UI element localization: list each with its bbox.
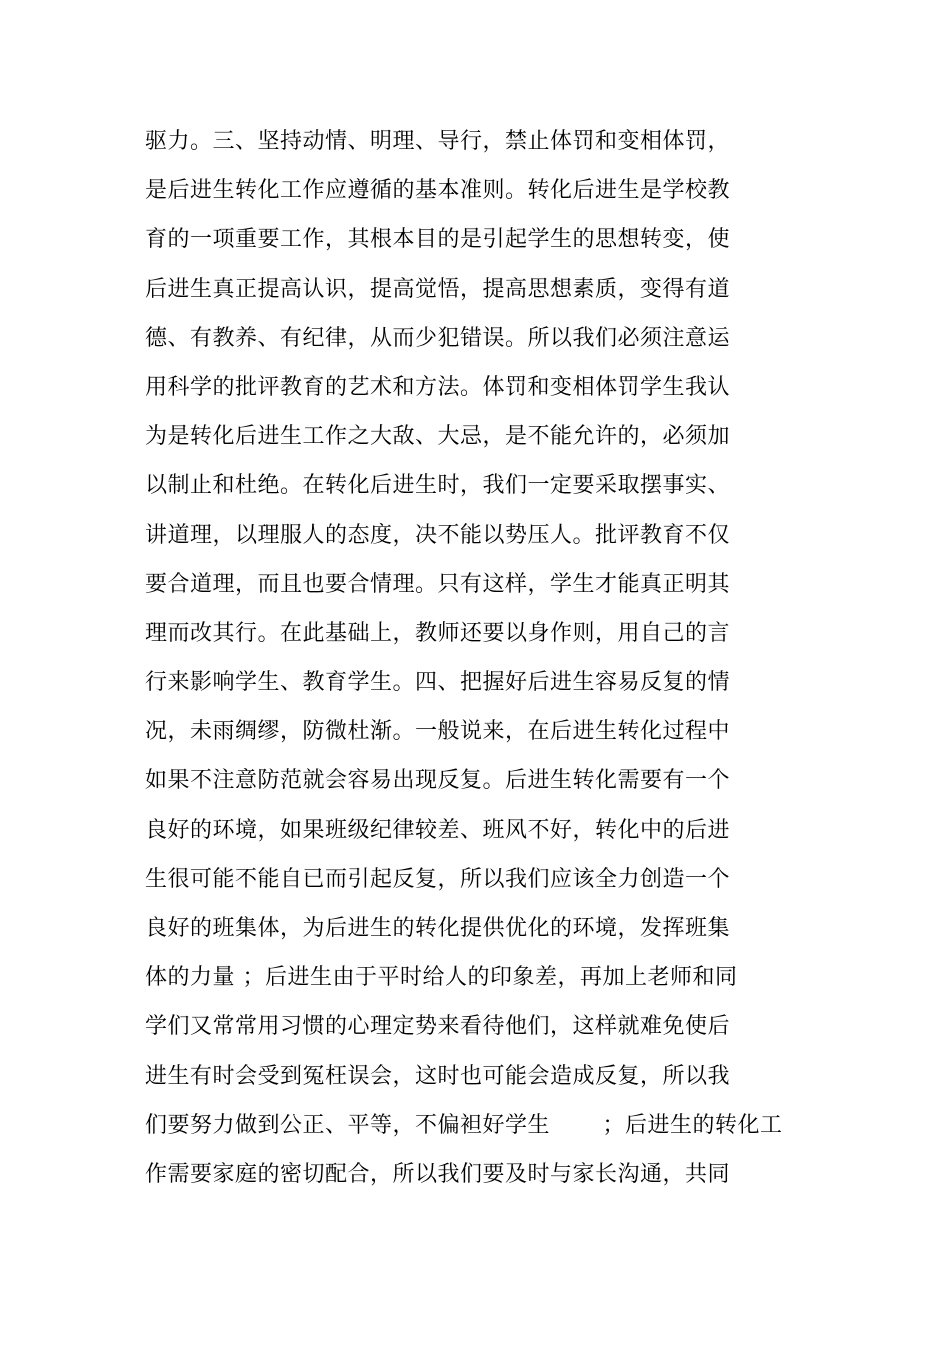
text-line: 后进生真正提高认识，提高觉悟，提高思想素质，变得有道 xyxy=(145,276,731,302)
text-line: 驱力。三、坚持动情、明理、导行，禁止体罚和变相体罚， xyxy=(145,129,731,154)
body-text xyxy=(145,117,845,1199)
text-line: 讲道理，以理服人的态度，决不能以势压人。批评教育不仅 xyxy=(145,522,731,548)
text-line: 育的一项重要工作，其根本目的是引起学生的思想转变，使 xyxy=(145,227,731,253)
text-line: 是后进生转化工作应遵循的基本准则。转化后进生是学校教 xyxy=(145,178,731,204)
text-line: 良好的班集体，为后进生的转化提供优化的环境，发挥班集 xyxy=(145,916,731,941)
text-line: 用科学的批评教育的艺术和方法。体罚和变相体罚学生我认 xyxy=(145,374,731,400)
text-line: 以制止和杜绝。在转化后进生时，我们一定要采取摆事实、 xyxy=(145,473,731,499)
text-line: 学们又常常用习惯的心理定势来看待他们，这样就难免使后 xyxy=(145,1014,731,1040)
text-line: 如果不注意防范就会容易出现反复。后进生转化需要有一个 xyxy=(145,768,731,794)
text-line: 要合道理，而且也要合情理。只有这样，学生才能真正明其 xyxy=(145,571,731,597)
text-line: 进生有时会受到冤枉误会，这时也可能会造成反复，所以我 xyxy=(145,1063,731,1089)
text-line: 为是转化后进生工作之大敌、大忌，是不能允许的，必须加 xyxy=(145,424,731,450)
text-line: 德、有教养、有纪律，从而少犯错误。所以我们必须注意运 xyxy=(145,325,731,351)
text-line: 们要努力做到公正、平等，不偏袒好学生 ；后进生的转化工 xyxy=(145,1112,783,1138)
text-line: 况，未雨绸缪，防微杜渐。一般说来，在后进生转化过程中 xyxy=(145,719,731,745)
text-line: 行来影响学生、教育学生。四、把握好后进生容易反复的情 xyxy=(145,670,731,696)
text-line: 体的力量 ；后进生由于平时给人的印象差，再加上老师和同 xyxy=(145,965,738,991)
text-line: 良好的环境，如果班级纪律较差、班风不好，转化中的后进 xyxy=(145,817,731,843)
text-line: 作需要家庭的密切配合，所以我们要及时与家长沟通，共同 xyxy=(145,1161,731,1187)
text-line: 生很可能不能自已而引起反复，所以我们应该全力创造一个 xyxy=(145,866,731,892)
text-line: 理而改其行。在此基础上，教师还要以身作则，用自己的言 xyxy=(145,620,731,646)
